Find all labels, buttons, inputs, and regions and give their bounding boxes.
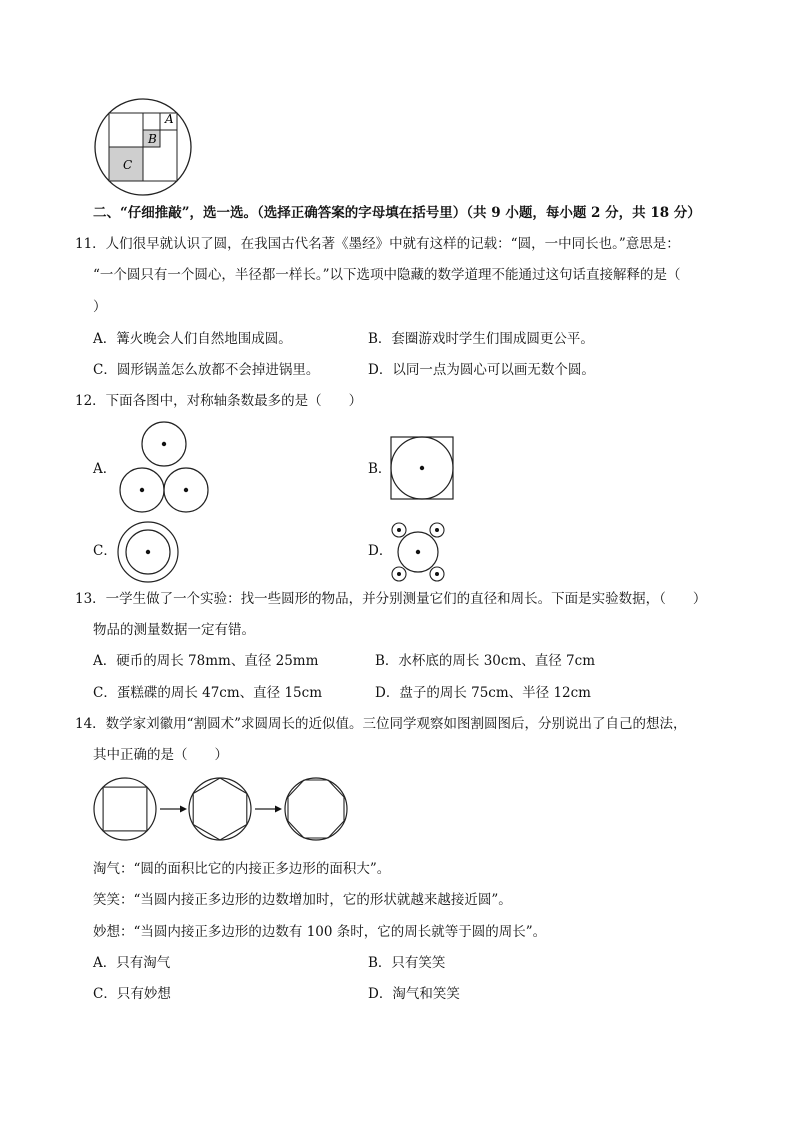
q14-statement-miaoxiang: 妙想：“当圆内接正多边形的边数有 100 条时，它的周长就等于圆的周长”。 — [93, 924, 547, 940]
q12-option-c-figure[interactable] — [116, 520, 180, 584]
q11-stem-line2: “一个圆只有一个圆心，半径都一样长。”以下选项中隐藏的数学道理不能通过这句话直接解释的是（ — [93, 267, 681, 283]
q14-option-d[interactable]: D．淘气和笑笑 — [368, 986, 460, 1002]
q13-option-a[interactable]: A．硬币的周长 78mm、直径 25mm — [93, 653, 319, 669]
q11-option-c[interactable]: C．圆形锅盖怎么放都不会掉进锅里。 — [93, 362, 320, 378]
q13-option-c[interactable]: C．蛋糕碟的周长 47cm、直径 15cm — [93, 685, 322, 701]
figure-label-c: C — [123, 158, 133, 172]
section-heading: 二、“仔细推敲”，选一选。（选择正确答案的字母填在括号里）（共 9 小题，每小题 2 分，共 18 分） — [93, 205, 701, 221]
circle-squares-figure — [93, 97, 193, 197]
q14-option-c[interactable]: C．只有妙想 — [93, 986, 171, 1002]
q12-stem: 12．下面各图中，对称轴条数最多的是（ ） — [75, 393, 363, 409]
q12-option-a-figure[interactable] — [116, 421, 212, 515]
q11-stem-line3: ） — [93, 299, 107, 315]
q11-option-a[interactable]: A．篝火晚会人们自然地围成圆。 — [93, 331, 292, 347]
q14-stem-line2: 其中正确的是（ ） — [93, 747, 228, 763]
q14-option-b[interactable]: B．只有笑笑 — [368, 955, 446, 971]
geyuanshu-figure — [92, 776, 354, 842]
q12-option-d-label[interactable]: D． — [368, 543, 393, 559]
q11-option-b[interactable]: B．套圈游戏时学生们围成圆更公平。 — [368, 331, 594, 347]
q13-option-d[interactable]: D．盘子的周长 75cm、半径 12cm — [375, 685, 591, 701]
q11-stem-line1: 11．人们很早就认识了圆，在我国古代名著《墨经》中就有这样的记载：“圆，一中同长也。”意思是： — [75, 236, 680, 252]
q12-option-c-label[interactable]: C． — [93, 543, 117, 559]
q12-option-b-figure[interactable] — [390, 436, 454, 500]
q14-statement-taoqi: 淘气：“圆的面积比它的内接正多边形的面积大”。 — [93, 861, 391, 877]
q11-option-d[interactable]: D．以同一点为圆心可以画无数个圆。 — [368, 362, 595, 378]
q12-option-b-label[interactable]: B． — [368, 461, 392, 477]
figure-label-b: B — [148, 132, 157, 146]
q13-option-b[interactable]: B．水杯底的周长 30cm、直径 7cm — [375, 653, 595, 669]
q13-stem-line2: 物品的测量数据一定有错。 — [93, 622, 255, 638]
q12-option-d-figure[interactable] — [391, 521, 445, 583]
figure-label-a: A — [165, 112, 174, 126]
q14-stem-line1: 14．数学家刘徽用“割圆术”求圆周长的近似值。三位同学观察如图割圆图后，分别说出了自己的想法， — [75, 716, 687, 732]
q12-option-a-label[interactable]: A． — [93, 461, 117, 477]
q13-stem-line1: 13．一学生做了一个实验：找一些圆形的物品，并分别测量它们的直径和周长。下面是实验数据，（ ） — [75, 591, 707, 607]
q14-option-a[interactable]: A．只有淘气 — [93, 955, 171, 971]
q14-statement-xiaoxiao: 笑笑：“当圆内接正多边形的边数增加时，它的形状就越来越接近圆”。 — [93, 892, 512, 908]
